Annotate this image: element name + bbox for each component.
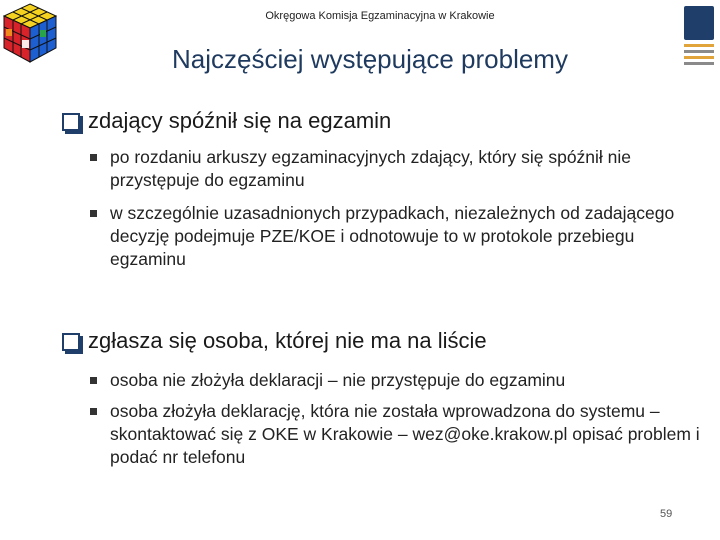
- slide-title: Najczęściej występujące problemy: [172, 44, 568, 74]
- section-heading-1: [62, 108, 391, 134]
- section-heading-2: [62, 328, 487, 354]
- list-item: osoba nie złożyła deklaracji – nie przystępuje do egzaminu: [86, 369, 706, 392]
- section-2-bullets: [86, 369, 706, 469]
- section-1-bullets: [86, 146, 706, 271]
- square-bullet-icon: [90, 377, 97, 384]
- oke-logo-mark: [684, 6, 714, 40]
- checkbox-bullet-icon: [62, 333, 80, 351]
- organization-header: Okręgowa Komisja Egzaminacyjna w Krakowie: [265, 10, 495, 22]
- checkbox-bullet-icon: [62, 113, 80, 131]
- square-bullet-icon: [90, 408, 97, 415]
- square-bullet-icon: [90, 154, 97, 161]
- list-item: osoba złożyła deklarację, która nie została wprowadzona do systemu – skontaktować się z OKE w Krakowie – wez@oke.krakow.pl opisać problem i podać nr telefonu: [86, 400, 706, 469]
- section-heading-text: zgłasza się osoba, której nie ma na liście: [88, 328, 487, 353]
- square-bullet-icon: [90, 210, 97, 217]
- list-item: po rozdaniu arkuszy egzaminacyjnych zdający, który się spóźnił nie przystępuje do egzaminu: [86, 146, 706, 192]
- section-heading-text: zdający spóźnił się na egzamin: [88, 108, 392, 133]
- page-number: 59: [660, 508, 673, 520]
- list-item: w szczególnie uzasadnionych przypadkach, niezależnych od zadającego decyzję podejmuje PZE/KOE i odnotowuje to w protokole przebiegu egzaminu: [86, 202, 706, 271]
